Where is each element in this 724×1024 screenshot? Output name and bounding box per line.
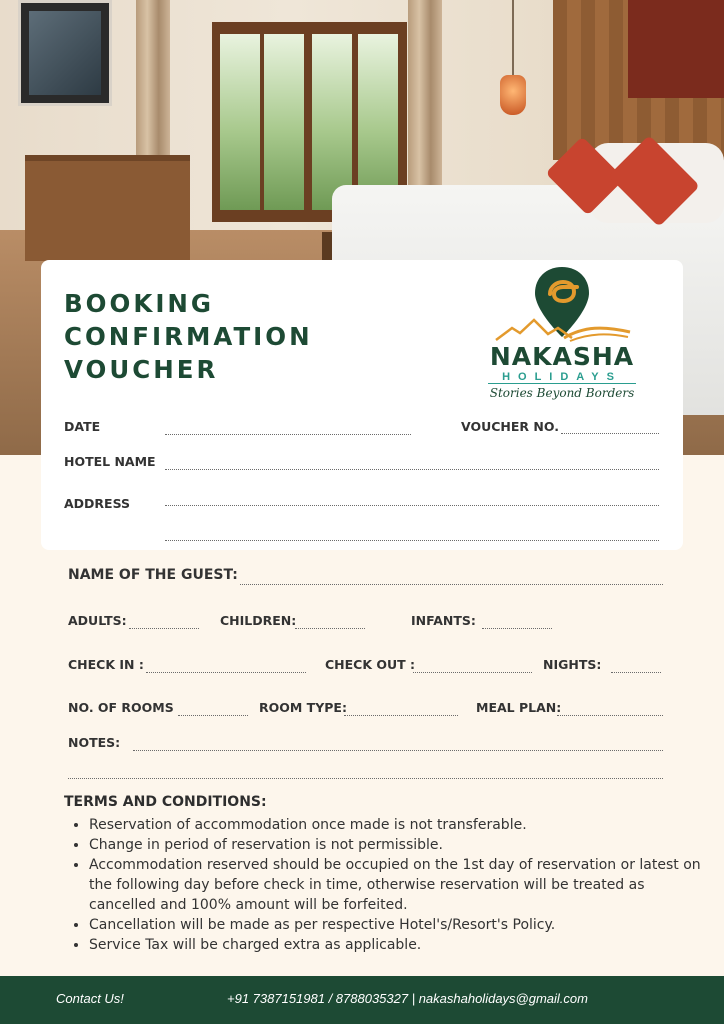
- brand-name: NAKASHA: [489, 342, 635, 371]
- room-type-field[interactable]: [344, 715, 458, 716]
- photo-cabinet: [25, 155, 190, 261]
- terms-item: • Cancellation will be made as per respective Hotel's/Resort's Policy.: [89, 915, 709, 935]
- terms-item: • Accommodation reserved should be occupied on the 1st day of reservation or latest on the following day before check in time, otherwise reservation will be treated as cancelled and 100% amount will be forfeited.: [89, 855, 709, 915]
- check-in-label: CHECK IN :: [68, 657, 144, 672]
- contact-label: Contact Us!: [56, 991, 124, 1006]
- check-in-field[interactable]: [146, 672, 306, 673]
- children-label: CHILDREN:: [220, 613, 297, 628]
- nights-label: NIGHTS:: [543, 657, 602, 672]
- terms-item: • Change in period of reservation is not permissible.: [89, 835, 709, 855]
- photo-art-panel: [628, 0, 724, 98]
- adults-label: ADULTS:: [68, 613, 127, 628]
- mountain-icon: [494, 318, 634, 344]
- brand-tagline: Stories Beyond Borders: [489, 386, 635, 400]
- notes-field-line2[interactable]: [68, 778, 663, 779]
- date-label: DATE: [64, 419, 101, 434]
- voucher-title: [64, 287, 313, 386]
- address-label: ADDRESS: [64, 496, 131, 511]
- infants-field[interactable]: [482, 628, 552, 629]
- guest-name-label: NAME OF THE GUEST:: [68, 567, 238, 583]
- date-field[interactable]: [165, 434, 411, 435]
- title-line: VOUCHER: [64, 355, 219, 384]
- notes-label: NOTES:: [68, 735, 121, 750]
- nakasha-logo: [482, 262, 642, 407]
- notes-field[interactable]: [133, 750, 663, 751]
- children-field[interactable]: [295, 628, 365, 629]
- meal-plan-label: MEAL PLAN:: [476, 700, 562, 715]
- address-field-line2[interactable]: [165, 540, 659, 541]
- hotel-name-field[interactable]: [165, 469, 659, 470]
- infants-label: INFANTS:: [411, 613, 476, 628]
- terms-title: TERMS AND CONDITIONS:: [64, 794, 267, 810]
- terms-list: [64, 815, 709, 955]
- photo-lamp: [500, 75, 526, 115]
- footer-bar: [0, 976, 724, 1024]
- address-field[interactable]: [165, 505, 659, 506]
- title-line: BOOKING: [64, 289, 215, 318]
- voucher-no-label: VOUCHER NO.: [461, 419, 559, 434]
- nights-field[interactable]: [611, 672, 661, 673]
- voucher-no-field[interactable]: [561, 433, 659, 434]
- terms-item: • Service Tax will be charged extra as applicable.: [89, 935, 709, 955]
- contact-info[interactable]: +91 7387151981 / 8788035327 | nakashaholidays@gmail.com: [227, 991, 588, 1006]
- adults-field[interactable]: [129, 628, 199, 629]
- brand-subtitle: HOLIDAYS: [502, 371, 622, 383]
- photo-tv: [18, 0, 112, 106]
- rooms-label: NO. OF ROOMS: [68, 700, 174, 715]
- check-out-label: CHECK OUT :: [325, 657, 416, 672]
- guest-name-field[interactable]: [240, 584, 663, 585]
- hotel-name-label: HOTEL NAME: [64, 454, 156, 469]
- check-out-field[interactable]: [413, 672, 532, 673]
- title-line: CONFIRMATION: [64, 322, 313, 351]
- rooms-field[interactable]: [178, 715, 248, 716]
- terms-item: • Reservation of accommodation once made is not transferable.: [89, 815, 709, 835]
- meal-plan-field[interactable]: [557, 715, 663, 716]
- room-type-label: ROOM TYPE:: [259, 700, 347, 715]
